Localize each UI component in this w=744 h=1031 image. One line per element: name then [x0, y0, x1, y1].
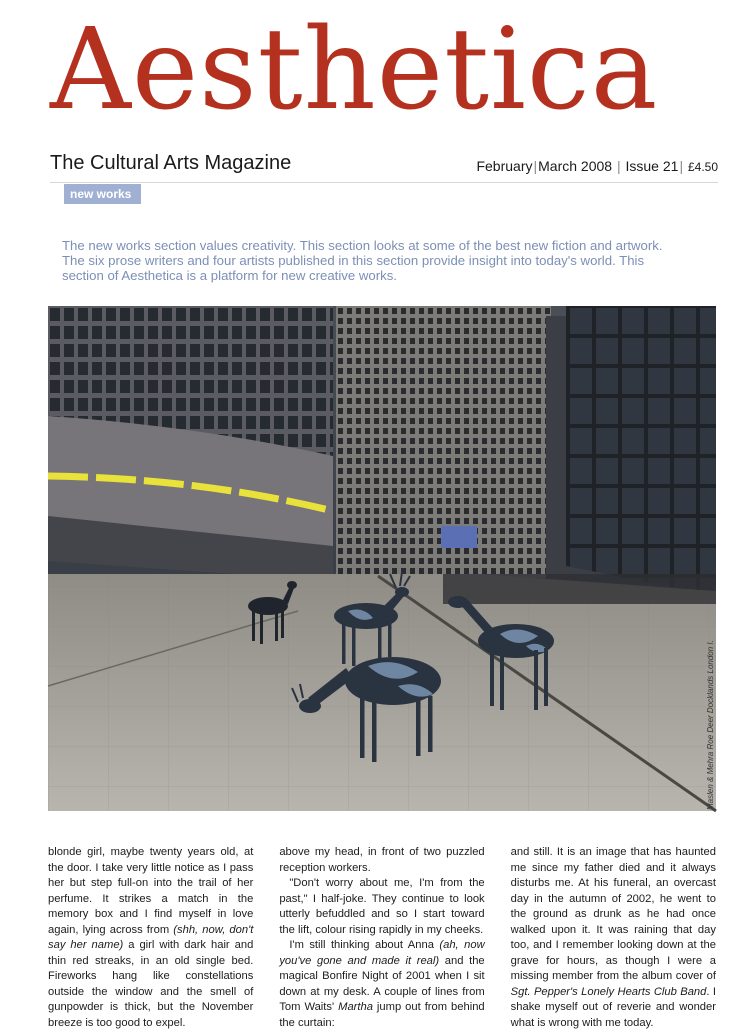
text-run: I'm still thinking about Anna [289, 939, 440, 951]
separator: | [679, 158, 687, 174]
article-body [48, 845, 716, 1029]
photo-credit: Maslen & Mehra Roe Deer Docklands London I. [706, 640, 715, 810]
italic-text: (shh, now, don't say her name) [48, 923, 254, 951]
text-run: jump out from behind the curtain: [279, 1001, 485, 1029]
paragraph [48, 845, 253, 1031]
italic-text: Sgt. Pepper's Lonely Hearts Club Band [510, 985, 707, 998]
paragraph: above my head, in front of two puzzled reception workers. [279, 846, 485, 874]
issue-month-from: February [476, 158, 533, 174]
magazine-subtitle: The Cultural Arts Magazine [50, 152, 292, 174]
italic-text: (ah, now you've gone and made it real) [279, 939, 485, 967]
text-run: and still. It is an image that has haunted me since my father died and it always disturbs me. At his funeral, an overcast day in the autumn of 2002, he went to the ground as drunk as he had once walked upon it. It was raining that day too, and I remember looking down at the grave for hours, as though I were a missing member from the album cover of [510, 846, 716, 982]
issue-number: Issue 21 [625, 158, 679, 174]
text-run: a girl with dark hair and thin red streaks, in an old single bed. Fireworks hang like constellations outside the window and the smell of gunpowder is thick, but the November breeze is too good to expel. [48, 939, 254, 1029]
header-divider [50, 182, 718, 183]
paragraph: "Don't worry about me, I'm from the past," I half-joke. They continue to look utterly befuddled and so I start toward the lift, colour rising rapidly in my cheeks. [279, 877, 485, 936]
italic-text: Martha [338, 1001, 373, 1013]
article-column-2 [279, 845, 485, 1029]
paragraph [279, 938, 484, 1031]
article-column-3 [510, 845, 716, 1029]
section-tag: new works [62, 184, 141, 204]
separator: | [613, 158, 625, 174]
separator: | [533, 158, 538, 174]
issue-info [476, 158, 718, 174]
magazine-masthead: Aesthetica [50, 5, 659, 135]
paragraph [511, 845, 716, 1031]
issue-month-to: March 2008 [538, 158, 613, 174]
issue-price: £4.50 [687, 160, 718, 174]
plaza-ledge [443, 574, 716, 604]
artwork-photo [48, 306, 716, 811]
article-column-1 [48, 845, 254, 1029]
section-intro: The new works section values creativity. This section looks at some of the best new fiction and artwork. The six prose writers and four artists published in this section provide insight into today's world. This section of Aesthetica is a platform for new creative works. [62, 238, 663, 283]
text-run: and the magical Bonfire Night of 2001 when I sit down at my desk. A couple of lines from Tom Waits' [279, 954, 485, 1013]
text-run: blonde girl, maybe twenty years old, at the door. I take very little notice as I pass her but step full-on into the trail of her perfume. It strikes a match in the memory box and I find myself in love again, lying across from [48, 846, 254, 936]
right-building [566, 306, 716, 596]
text-run: . I shake myself out of reverie and wonder what is wrong with me today. [510, 985, 716, 1029]
digital-screen [441, 526, 477, 548]
